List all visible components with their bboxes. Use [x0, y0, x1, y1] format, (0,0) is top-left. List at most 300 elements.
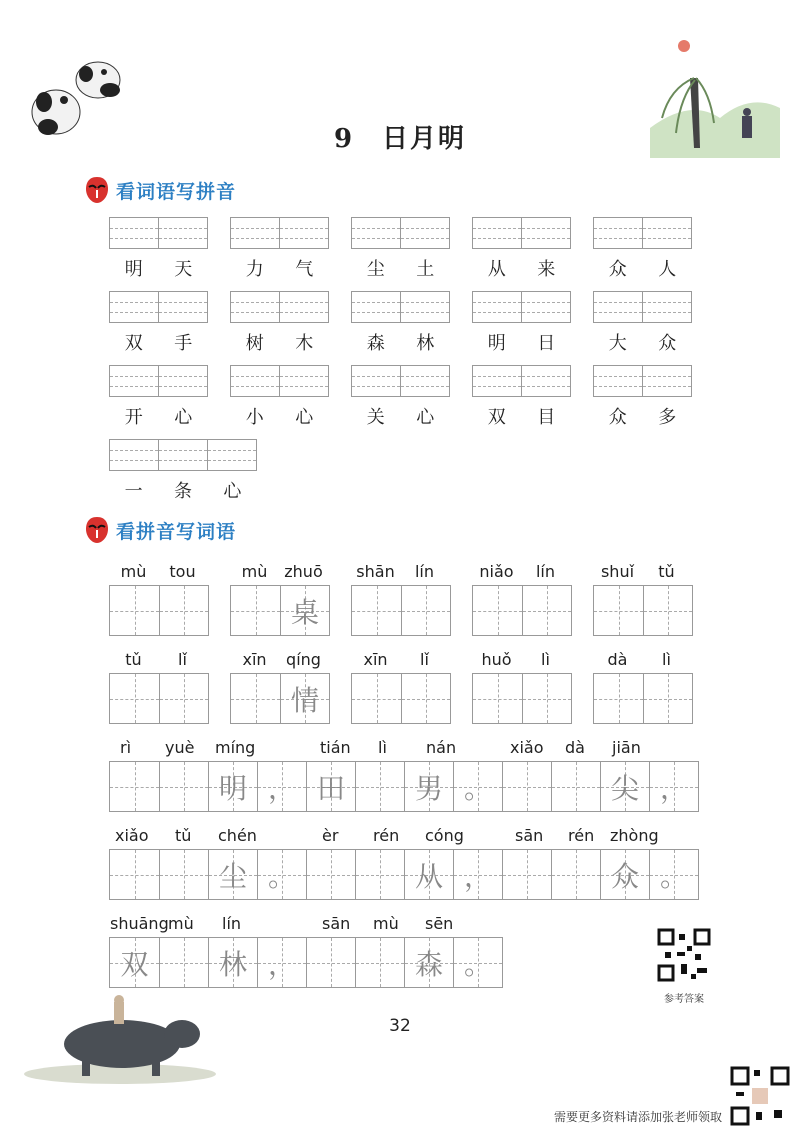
character-cell[interactable]	[355, 762, 404, 811]
pinyin-answer-grid	[472, 365, 571, 429]
pinyin-cell[interactable]	[521, 292, 570, 322]
pinyin-answer-grid	[593, 291, 692, 355]
pinyin-syllable: mù	[241, 562, 268, 581]
pinyin-syllable: xiǎo	[510, 738, 544, 757]
hint-character: 。	[267, 859, 296, 893]
word-character: 大	[608, 333, 627, 354]
word-character: 从	[487, 259, 506, 280]
character-cell[interactable]	[355, 850, 404, 899]
hint-character: 明	[218, 771, 247, 805]
pinyin-syllable: tou	[169, 562, 196, 581]
pinyin-syllable: sān	[515, 826, 544, 845]
pinyin-cell[interactable]	[231, 218, 279, 248]
pinyin-syllable: mù	[168, 914, 194, 933]
lesson-number: 9	[333, 124, 355, 154]
character-cell[interactable]	[643, 586, 692, 635]
pinyin-syllable: lín	[535, 562, 556, 581]
word-character: 众	[658, 333, 677, 354]
pinyin-syllable: shuāng	[110, 914, 169, 933]
hint-character	[356, 850, 404, 899]
character-cell[interactable]	[257, 762, 306, 811]
pinyin-answer-grid	[351, 291, 450, 355]
hint-character	[352, 674, 401, 723]
pinyin-syllable: chén	[218, 826, 257, 845]
hint-character	[356, 938, 404, 987]
character-cell[interactable]	[306, 938, 355, 987]
word-label	[109, 403, 208, 429]
pinyin-cell[interactable]	[352, 292, 400, 322]
word-character: 日	[537, 333, 556, 354]
qr-code-icon	[657, 928, 711, 982]
hint-character: 男	[414, 771, 443, 805]
pinyin-syllable: mù	[373, 914, 399, 933]
character-cell[interactable]	[594, 586, 643, 635]
pinyin-answer-grid	[351, 365, 450, 429]
pinyin-syllable: lín	[222, 914, 242, 933]
pinyin-cell[interactable]	[594, 292, 642, 322]
hint-character	[110, 762, 159, 811]
pinyin-prompt	[230, 650, 328, 669]
word-character: 手	[174, 333, 193, 354]
hint-character: 双	[120, 947, 149, 981]
lesson-title	[0, 118, 800, 155]
character-cell[interactable]	[473, 586, 522, 635]
pinyin-prompt	[593, 562, 691, 581]
character-cell[interactable]	[453, 850, 502, 899]
hint-character	[523, 586, 571, 635]
pinyin-cell[interactable]	[207, 440, 256, 470]
character-cell[interactable]	[208, 850, 257, 899]
pinyin-answer-grid	[109, 365, 208, 429]
character-grid	[593, 673, 693, 724]
word-character: 天	[174, 259, 193, 280]
word-character: 林	[416, 333, 435, 354]
character-grid	[109, 673, 209, 724]
word-character: 条	[173, 481, 192, 502]
hint-character: 众	[610, 859, 639, 893]
pinyin-cell[interactable]	[400, 218, 449, 248]
pinyin-cell[interactable]	[231, 292, 279, 322]
pinyin-syllable: míng	[215, 738, 256, 757]
pinyin-syllable: sān	[322, 914, 351, 933]
hint-character	[352, 586, 401, 635]
pinyin-answer-grid	[351, 217, 450, 281]
pinyin-answer-grid	[472, 217, 571, 281]
pinyin-cell[interactable]	[594, 366, 642, 396]
character-cell[interactable]	[159, 674, 208, 723]
character-grid	[351, 673, 451, 724]
section-heading-write-pinyin	[84, 175, 236, 205]
character-cell[interactable]	[110, 674, 159, 723]
pinyin-answer-grid	[109, 439, 257, 503]
pinyin-syllable: lì	[541, 650, 550, 669]
word-label	[109, 477, 257, 503]
character-grid	[472, 673, 572, 724]
hint-character	[552, 850, 600, 899]
character-cell[interactable]	[110, 850, 159, 899]
pinyin-syllable: zhuō	[284, 562, 323, 581]
pinyin-writing-lines[interactable]	[472, 365, 571, 397]
qr-caption: 参考答案	[664, 994, 704, 1005]
pinyin-cell[interactable]	[473, 218, 521, 248]
footer-qr-code-icon	[730, 1066, 790, 1126]
opera-mask-icon	[84, 516, 110, 544]
pinyin-cell[interactable]	[642, 292, 691, 322]
character-cell[interactable]	[159, 938, 208, 987]
hint-character	[644, 674, 692, 723]
pinyin-cell[interactable]	[158, 292, 207, 322]
character-cell[interactable]	[110, 938, 159, 987]
hint-character	[160, 762, 208, 811]
pinyin-syllable: mù	[120, 562, 147, 581]
character-cell[interactable]	[231, 674, 280, 723]
word-label	[593, 403, 692, 429]
hint-character	[160, 586, 208, 635]
hint-character: ，	[267, 947, 296, 981]
pinyin-cell[interactable]	[352, 218, 400, 248]
pinyin-syllable: tǔ	[658, 562, 675, 581]
pinyin-cell[interactable]	[158, 218, 207, 248]
pinyin-syllable: tǔ	[125, 650, 142, 669]
hint-character	[231, 586, 280, 635]
pinyin-prompt	[109, 562, 207, 581]
pinyin-writing-lines[interactable]	[230, 217, 329, 249]
character-cell[interactable]	[600, 850, 649, 899]
character-cell[interactable]	[280, 586, 329, 635]
hint-character: 。	[463, 771, 492, 805]
word-label	[351, 255, 450, 281]
character-grid	[230, 585, 330, 636]
pinyin-prompt	[109, 650, 207, 669]
pinyin-syllable: xiǎo	[115, 826, 149, 845]
pinyin-syllable: zhòng	[610, 826, 659, 845]
pinyin-syllable: rén	[373, 826, 400, 845]
pinyin-cell[interactable]	[279, 292, 328, 322]
character-grid	[472, 585, 572, 636]
section-heading-write-words	[84, 515, 236, 545]
word-label	[472, 329, 571, 355]
word-label	[593, 329, 692, 355]
pinyin-syllable: lǐ	[420, 650, 429, 669]
buffalo-illustration	[22, 994, 218, 1086]
character-cell[interactable]	[643, 674, 692, 723]
pinyin-prompt	[230, 562, 328, 581]
character-cell[interactable]	[473, 674, 522, 723]
pinyin-cell[interactable]	[110, 366, 158, 396]
character-cell[interactable]	[110, 586, 159, 635]
pinyin-syllable: shuǐ	[600, 562, 635, 581]
word-label	[109, 255, 208, 281]
pinyin-syllable: tián	[320, 738, 351, 757]
word-label	[230, 255, 329, 281]
pinyin-answer-grid	[230, 291, 329, 355]
character-cell[interactable]	[453, 762, 502, 811]
character-cell[interactable]	[551, 762, 600, 811]
pinyin-cell[interactable]	[642, 366, 691, 396]
word-label	[593, 255, 692, 281]
hint-character: ，	[267, 771, 296, 805]
opera-mask-icon	[84, 176, 110, 204]
character-cell[interactable]	[404, 850, 453, 899]
character-cell[interactable]	[257, 938, 306, 987]
pinyin-cell[interactable]	[279, 218, 328, 248]
character-cell[interactable]	[502, 762, 551, 811]
pinyin-syllable: dà	[565, 738, 585, 757]
character-cell[interactable]	[159, 850, 208, 899]
hint-character	[110, 586, 159, 635]
pinyin-syllable: lì	[378, 738, 387, 757]
character-cell[interactable]	[453, 938, 502, 987]
pinyin-writing-lines[interactable]	[472, 217, 571, 249]
character-cell[interactable]	[600, 762, 649, 811]
pinyin-writing-lines[interactable]	[351, 291, 450, 323]
pinyin-prompt	[351, 650, 449, 669]
word-character: 森	[366, 333, 385, 354]
hint-character: 林	[218, 947, 247, 981]
word-character: 人	[658, 259, 677, 280]
word-character: 目	[537, 407, 556, 428]
word-character: 双	[124, 333, 143, 354]
pinyin-answer-grid	[109, 217, 208, 281]
pinyin-writing-lines[interactable]	[351, 365, 450, 397]
word-character: 一	[124, 481, 143, 502]
footer-text: 需要更多资料请添加张老师领取	[553, 1110, 722, 1124]
character-cell[interactable]	[594, 674, 643, 723]
pinyin-cell[interactable]	[594, 218, 642, 248]
character-cell[interactable]	[159, 586, 208, 635]
character-cell[interactable]	[355, 938, 404, 987]
hint-character: 尖	[610, 771, 639, 805]
character-cell[interactable]	[401, 586, 450, 635]
pinyin-syllable: lì	[662, 650, 671, 669]
pinyin-answer-grid	[593, 217, 692, 281]
character-grid	[109, 585, 209, 636]
word-character: 尘	[366, 259, 385, 280]
hint-character	[110, 850, 159, 899]
hint-character: 从	[414, 859, 443, 893]
pinyin-cell[interactable]	[642, 218, 691, 248]
pinyin-syllable: xīn	[242, 650, 267, 669]
hint-character	[307, 938, 355, 987]
pinyin-cell[interactable]	[231, 366, 279, 396]
hint-character	[160, 850, 208, 899]
hint-character: 田	[316, 771, 345, 805]
pinyin-answer-grid	[109, 291, 208, 355]
pinyin-writing-lines[interactable]	[593, 217, 692, 249]
pinyin-answer-grid	[472, 291, 571, 355]
hint-character	[594, 586, 643, 635]
character-grid	[351, 585, 451, 636]
hint-character: ，	[463, 859, 492, 893]
sentence-grid	[109, 937, 503, 988]
sentence-grid	[109, 849, 699, 900]
pinyin-syllable: shān	[356, 562, 395, 581]
pinyin-writing-lines[interactable]	[109, 365, 208, 397]
word-character: 气	[295, 259, 314, 280]
word-character: 多	[658, 407, 677, 428]
pinyin-cell[interactable]	[521, 218, 570, 248]
pinyin-writing-lines[interactable]	[351, 217, 450, 249]
hint-character	[523, 674, 571, 723]
hint-character	[473, 586, 522, 635]
character-cell[interactable]	[306, 762, 355, 811]
character-cell[interactable]	[649, 850, 698, 899]
word-character: 众	[608, 259, 627, 280]
pinyin-syllable: lín	[414, 562, 435, 581]
page-number: 32	[389, 1016, 411, 1036]
word-label	[472, 403, 571, 429]
pinyin-writing-lines[interactable]	[230, 365, 329, 397]
pinyin-syllable: rì	[120, 738, 132, 757]
word-label	[109, 329, 208, 355]
hint-character	[402, 674, 450, 723]
pinyin-cell[interactable]	[279, 366, 328, 396]
pinyin-writing-lines[interactable]	[593, 365, 692, 397]
pinyin-writing-lines[interactable]	[109, 291, 208, 323]
pinyin-syllable: niǎo	[479, 562, 514, 581]
pinyin-syllable: cóng	[425, 826, 464, 845]
character-grid	[230, 673, 330, 724]
hint-character	[356, 762, 404, 811]
hint-character: 桌	[290, 595, 319, 629]
word-character: 树	[245, 333, 264, 354]
pinyin-writing-lines[interactable]	[472, 291, 571, 323]
word-character: 小	[245, 407, 264, 428]
pinyin-cell[interactable]	[400, 292, 449, 322]
pinyin-cell[interactable]	[473, 366, 521, 396]
sentence-grid	[109, 761, 699, 812]
character-cell[interactable]	[404, 938, 453, 987]
word-label	[230, 403, 329, 429]
pinyin-syllable: xīn	[363, 650, 388, 669]
lesson-name: 日月明	[382, 124, 467, 154]
pinyin-writing-lines[interactable]	[230, 291, 329, 323]
word-character: 心	[174, 407, 193, 428]
pinyin-cell[interactable]	[473, 292, 521, 322]
hint-character	[644, 586, 692, 635]
section-title: 看拼音写词语	[116, 520, 237, 543]
character-cell[interactable]	[401, 674, 450, 723]
hint-character: 。	[659, 859, 688, 893]
pinyin-cell[interactable]	[110, 292, 158, 322]
character-cell[interactable]	[306, 850, 355, 899]
character-cell[interactable]	[522, 586, 571, 635]
character-cell[interactable]	[352, 674, 401, 723]
hint-character	[594, 674, 643, 723]
character-cell[interactable]	[522, 674, 571, 723]
pinyin-syllable: lǐ	[178, 650, 187, 669]
pinyin-writing-lines[interactable]	[109, 439, 257, 471]
pinyin-answer-grid	[230, 365, 329, 429]
character-cell[interactable]	[649, 762, 698, 811]
word-character: 明	[487, 333, 506, 354]
word-character: 心	[416, 407, 435, 428]
pinyin-writing-lines[interactable]	[593, 291, 692, 323]
character-cell[interactable]	[551, 850, 600, 899]
hint-character	[160, 938, 208, 987]
pinyin-answer-grid	[593, 365, 692, 429]
word-character: 开	[124, 407, 143, 428]
hint-character: 尘	[218, 859, 247, 893]
hint-character: 森	[414, 947, 443, 981]
hint-character	[552, 762, 600, 811]
character-cell[interactable]	[352, 586, 401, 635]
word-character: 来	[537, 259, 556, 280]
word-label	[472, 255, 571, 281]
word-character: 土	[416, 259, 435, 280]
character-cell[interactable]	[208, 762, 257, 811]
word-character: 关	[366, 407, 385, 428]
character-grid	[593, 585, 693, 636]
character-cell[interactable]	[502, 850, 551, 899]
pinyin-cell[interactable]	[110, 218, 158, 248]
character-cell[interactable]	[110, 762, 159, 811]
pinyin-prompt	[472, 562, 570, 581]
pinyin-cell[interactable]	[110, 440, 158, 470]
word-character: 心	[295, 407, 314, 428]
word-character: 心	[223, 481, 242, 502]
pinyin-cell[interactable]	[352, 366, 400, 396]
pinyin-syllable: qíng	[286, 650, 321, 669]
pinyin-syllable: yuè	[165, 738, 195, 757]
pinyin-cell[interactable]	[400, 366, 449, 396]
pinyin-syllable: èr	[322, 826, 339, 845]
word-character: 双	[487, 407, 506, 428]
hint-character	[503, 850, 551, 899]
word-character: 众	[608, 407, 627, 428]
hint-character	[307, 850, 355, 899]
character-cell[interactable]	[257, 850, 306, 899]
pinyin-syllable: tǔ	[175, 826, 192, 845]
pinyin-cell[interactable]	[158, 366, 207, 396]
character-cell[interactable]	[231, 586, 280, 635]
pinyin-cell[interactable]	[158, 440, 207, 470]
pinyin-prompt	[351, 562, 449, 581]
section-title: 看词语写拼音	[116, 180, 237, 203]
character-cell[interactable]	[280, 674, 329, 723]
hint-character	[160, 674, 208, 723]
hint-character	[110, 674, 159, 723]
pinyin-syllable: dà	[607, 650, 628, 669]
hint-character: 。	[463, 947, 492, 981]
pinyin-syllable: nán	[426, 738, 457, 757]
hint-character	[402, 586, 450, 635]
hint-character: ，	[659, 771, 688, 805]
pinyin-syllable: jiān	[612, 738, 641, 757]
pinyin-syllable: sēn	[425, 914, 454, 933]
word-label	[230, 329, 329, 355]
pinyin-prompt	[472, 650, 570, 669]
pinyin-answer-grid	[230, 217, 329, 281]
character-cell[interactable]	[404, 762, 453, 811]
pinyin-syllable: rén	[568, 826, 595, 845]
word-character: 力	[245, 259, 264, 280]
word-label	[351, 403, 450, 429]
pinyin-syllable: huǒ	[481, 650, 512, 669]
word-character: 木	[295, 333, 314, 354]
pinyin-writing-lines[interactable]	[109, 217, 208, 249]
word-character: 明	[124, 259, 143, 280]
pinyin-prompt	[593, 650, 691, 669]
character-cell[interactable]	[208, 938, 257, 987]
pinyin-cell[interactable]	[521, 366, 570, 396]
hint-character	[503, 762, 551, 811]
hint-character	[473, 674, 522, 723]
character-cell[interactable]	[159, 762, 208, 811]
hint-character: 情	[290, 683, 319, 717]
hint-character	[231, 674, 280, 723]
word-label	[351, 329, 450, 355]
